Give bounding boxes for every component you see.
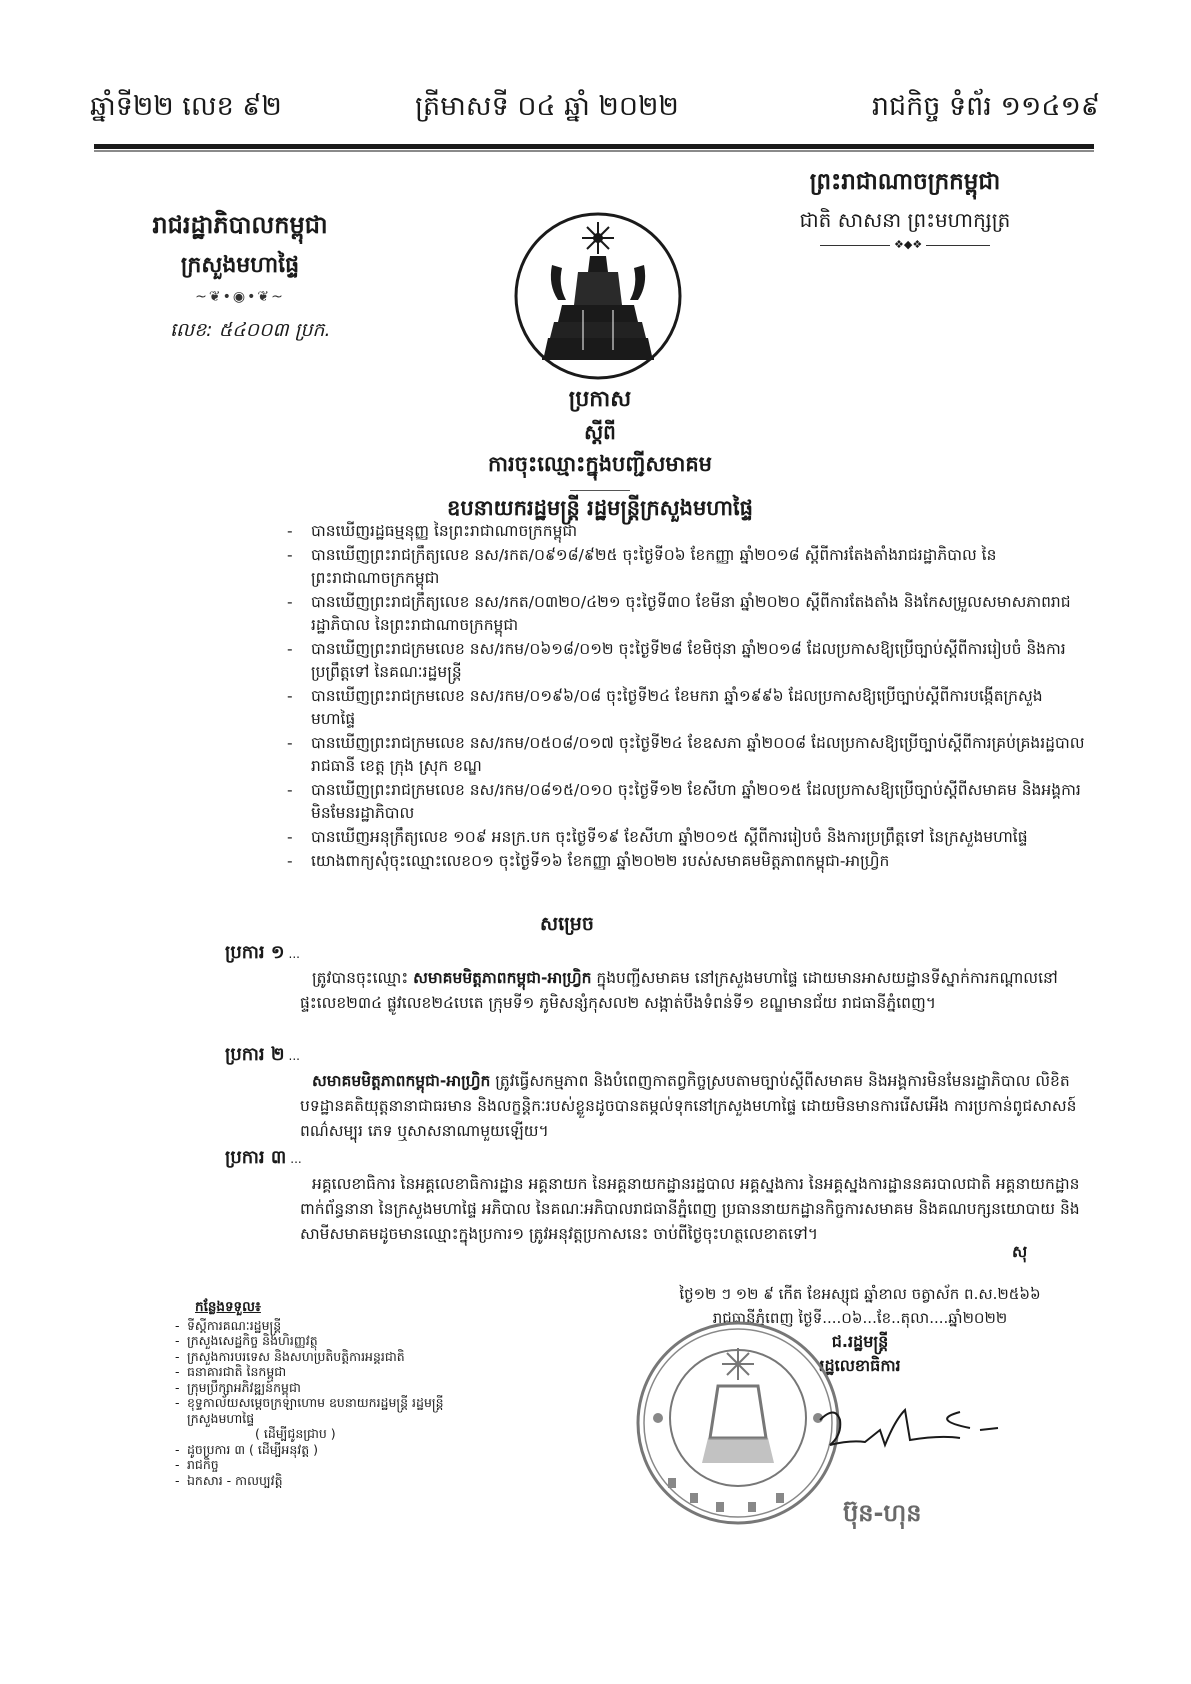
ministry-name: ក្រសួងមហាផ្ទៃ <box>180 253 300 278</box>
gazette-page-number: រាជកិច្ច ទំព័រ ១១៤១៩ <box>871 91 1100 122</box>
signer-title: រដ្ឋលេខាធិការ <box>819 1356 901 1375</box>
recipient-item: - រាជកិច្ច <box>175 1457 475 1473</box>
article-2-title: ប្រការ ២ <box>225 1044 285 1065</box>
consideration-item: - បានឃើញព្រះរាជក្រមលេខ នស/រកម/០១៩៦/០៨ ចុះថ្ងៃទី២៤ ខែមករា ឆ្នាំ១៩៩៦ ដែលប្រកាសឱ្យប្រើច្បាប់ស្តីពីការបង្កើតក្រសួងមហាផ្ទៃ <box>285 685 1085 731</box>
consideration-item: - បានឃើញរដ្ឋធម្មនុញ្ញ នៃព្រះរាជាណាចក្រកម្ពុជា <box>285 520 1085 543</box>
on-behalf-of-minister: ជ.រដ្ឋមន្ត្រី <box>831 1332 889 1351</box>
handwritten-initial: សុ <box>1012 1242 1028 1261</box>
recipient-item: - ធនាគារជាតិ នៃកម្ពុជា <box>175 1364 475 1380</box>
government-name: រាជរដ្ឋាភិបាលកម្ពុជា <box>152 211 328 239</box>
header-rule <box>94 144 1094 149</box>
article-1-lead: ត្រូវបានចុះឈ្មោះ <box>312 969 414 987</box>
recipient-item: - ឯកសារ - កាលប្បវត្តិ <box>175 1473 475 1489</box>
document-type: ប្រកាស <box>568 387 632 412</box>
title-divider <box>570 490 630 491</box>
recipients-title: កន្លែងទទួល៖ <box>195 1299 261 1315</box>
article-1-title: ប្រការ ១ <box>225 942 285 963</box>
association-name: សមាគមមិត្តភាពកម្ពុជា-អាហ្វ្រិក <box>413 969 592 987</box>
recipient-item: - ដូចប្រការ ៣ ( ដើម្បីអនុវត្ត ) <box>175 1442 475 1458</box>
royal-emblem-icon <box>512 210 684 382</box>
article-1-body <box>300 966 1080 1016</box>
article-3-title: ប្រការ ៣ <box>225 1147 287 1168</box>
decision-heading: សម្រេច <box>540 913 594 935</box>
gazette-quarter: ត្រីមាសទី ០៤ ឆ្នាំ ២០២២ <box>415 91 679 122</box>
article-2-label <box>225 1042 300 1069</box>
recipient-note: ( ដើម្បីជូនជ្រាប ) <box>255 1426 336 1441</box>
article-2-dots: ... <box>288 1049 300 1063</box>
consideration-item: - បានឃើញព្រះរាជក្រឹត្យលេខ នស/រកត/០៩១៨/៩២៥ ចុះថ្ងៃទី០៦ ខែកញ្ញា ឆ្នាំ២០១៨ ស្តីពីការតែងតាំងរាជរដ្ឋាភិបាល នៃព្រះរាជាណាចក្រកម្ពុជា <box>285 544 1085 590</box>
title-about: ស្តីពី <box>584 420 616 444</box>
article-3-dots: ... <box>290 1152 302 1166</box>
article-3-body <box>300 1172 1080 1247</box>
recipient-item: - ក្រសួងការបរទេស និងសហប្រតិបត្តិការអន្តរជាតិ <box>175 1349 475 1365</box>
ornament-icon: ~❦•◉•❦~ <box>195 289 285 305</box>
article-3-label <box>225 1145 302 1172</box>
kingdom-name: ព្រះរាជាណាចក្រកម្ពុជា <box>809 169 1001 195</box>
recipient-item: - ខុទ្ទកាល័យសម្តេចក្រឡាហោម ឧបនាយករដ្ឋមន្ត្រី រដ្ឋមន្ត្រីក្រសួងមហាផ្ទៃ <box>175 1395 475 1426</box>
national-motto: ជាតិ សាសនា ព្រះមហាក្សត្រ <box>799 208 1011 232</box>
article-2-body <box>300 1069 1080 1144</box>
consideration-item: - យោងពាក្យសុំចុះឈ្មោះលេខ០១ ចុះថ្ងៃទី១៦ ខែកញ្ញា ឆ្នាំ២០២២ របស់សមាគមមិត្តភាពកម្ពុជា-អាហ្វ្រិក <box>285 850 1085 873</box>
document-title <box>300 385 900 526</box>
recipient-item: - ទីស្តីការគណៈរដ្ឋមន្ត្រី <box>175 1318 475 1334</box>
article-1-label <box>225 940 300 967</box>
consideration-item: - បានឃើញអនុក្រឹត្យលេខ ១០៩ អនក្រ.បក ចុះថ្ងៃទី១៩ ខែសីហា ឆ្នាំ២០១៥ ស្តីពីការរៀបចំ និងការប្រព្រឹត្តទៅ នៃក្រសួងមហាផ្ទៃ <box>285 826 1085 849</box>
signer-name: ប៊ុន-ហុន <box>843 1499 922 1527</box>
consideration-item: - បានឃើញព្រះរាជក្រមលេខ នស/រកម/០៥០៨/០១៧ ចុះថ្ងៃទី២៤ ខែឧសភា ឆ្នាំ២០០៨ ដែលប្រកាសឱ្យប្រើច្បាប់ស្តីពីការគ្រប់គ្រងរដ្ឋបាលរាជធានី ខេត្ត ក្រុង ស្រុក ខណ្ឌ <box>285 732 1085 778</box>
article-2-text: ត្រូវធ្វើសកម្មភាព និងបំពេញកាតព្វកិច្ចស្របតាមច្បាប់ស្តីពីសមាគម និងអង្គការមិនមែនរដ្ឋាភិបាល លិខិតបទដ្ឋានគតិយុត្តនានាជាធរមាន និងលក្ខន្តិកៈរបស់ខ្លួនដូចបានតម្កល់ទុកនៅក្រសួងមហាផ្ទៃ ដោយមិនមានការរើសអើង ការប្រកាន់ពូជសាសន៍ ពណ៌សម្បុរ ភេទ ឬសាសនាណាមួយឡើយ។ <box>300 1072 1077 1140</box>
consideration-item: - បានឃើញព្រះរាជក្រមលេខ នស/រកម/០៦១៨/០១២ ចុះថ្ងៃទី២៨ ខែមិថុនា ឆ្នាំ២០១៨ ដែលប្រកាសឱ្យប្រើច្បាប់ស្តីពីការរៀបចំ និងការប្រព្រឹត្តទៅ នៃគណៈរដ្ឋមន្ត្រី <box>285 638 1085 684</box>
issuing-authority <box>110 210 370 305</box>
handwritten-signature-icon <box>810 1400 1000 1460</box>
recipients-list <box>175 1300 475 1488</box>
gazette-header <box>90 90 1100 140</box>
article-1-dots: ... <box>288 947 300 961</box>
recipient-item: - ក្រសួងសេដ្ឋកិច្ច និងហិរញ្ញវត្ថុ <box>175 1333 475 1349</box>
recipient-item: - ក្រុមប្រឹក្សាអភិវឌ្ឍន៍កម្ពុជា <box>175 1380 475 1396</box>
reference-number: លេខ: ៥៤០០៣ ប្រក. <box>170 319 331 341</box>
lunar-date: ថ្ងៃ១២ ៗ ១២ ៩ កើត ខែអស្សុជ ឆ្នាំខាល ចត្វាស័ក ព.ស.២៥៦៦ <box>679 1285 1041 1303</box>
kingdom-heading <box>755 168 1055 251</box>
document-subject: ការចុះឈ្មោះក្នុងបញ្ជីសមាគម <box>487 452 713 476</box>
association-name: សមាគមមិត្តភាពកម្ពុជា-អាហ្វ្រិក <box>312 1072 491 1090</box>
issuing-official: ឧបនាយករដ្ឋមន្ត្រី រដ្ឋមន្ត្រីក្រសួងមហាផ្ទៃ <box>446 496 753 520</box>
gazette-year-issue: ឆ្នាំទី២២ លេខ ៩២ <box>90 91 282 122</box>
consideration-item: - បានឃើញព្រះរាជក្រមលេខ នស/រកម/០៨១៥/០១០ ចុះថ្ងៃទី១២ ខែសីហា ឆ្នាំ២០១៥ ដែលប្រកាសឱ្យប្រើច្បាប់ស្តីពីសមាគម និងអង្គការមិនមែនរដ្ឋាភិបាល <box>285 779 1085 825</box>
consideration-item: - បានឃើញព្រះរាជក្រឹត្យលេខ នស/រកត/០៣២០/៤២១ ចុះថ្ងៃទី៣០ ខែមីនា ឆ្នាំ២០២០ ស្តីពីការតែងតាំង និងកែសម្រួលសមាសភាពរាជរដ្ឋាភិបាល នៃព្រះរាជាណាចក្រកម្ពុជា <box>285 591 1085 637</box>
article-1-text: ក្នុងបញ្ជីសមាគម នៅក្រសួងមហាផ្ទៃ ដោយមានអាសយដ្ឋានទីស្នាក់ការកណ្តាលនៅផ្ទះលេខ២៣៤ ផ្លូវលេខ២៤បេតេ ក្រុមទី១ ភូមិសន្សំកុសល២ សង្កាត់បឹងទំពន់ទី១ ខណ្ឌមានជ័យ រាជធានីភ្នំពេញ។ <box>300 969 1058 1012</box>
header-rule-shadow <box>94 150 1094 152</box>
article-3-text: អគ្គលេខាធិការ នៃអគ្គលេខាធិការដ្ឋាន អគ្គនាយក នៃអគ្គនាយកដ្ឋានរដ្ឋបាល អគ្គស្នងការ នៃអគ្គស្នងការដ្ឋាននគរបាលជាតិ អគ្គនាយកដ្ឋានពាក់ព័ន្ធនានា នៃក្រសួងមហាផ្ទៃ អភិបាល នៃគណៈអភិបាលរាជធានីភ្នំពេញ ប្រធាននាយកដ្ឋានកិច្ចការសមាគម និងគណបក្សនយោបាយ និងសាមីសមាគមដូចមានឈ្មោះក្នុងប្រការ១ ត្រូវអនុវត្តប្រកាសនេះ ចាប់ពីថ្ងៃចុះហត្ថលេខាតទៅ។ <box>300 1175 1080 1243</box>
place-and-date: រាជធានីភ្នំពេញ ថ្ងៃទី....០៦...ខែ..តុលា....ឆ្នាំ២០២២ <box>712 1309 1008 1327</box>
considerations-list <box>285 520 1085 874</box>
motto-ornament-divider: ❖◆❖ <box>820 245 990 246</box>
